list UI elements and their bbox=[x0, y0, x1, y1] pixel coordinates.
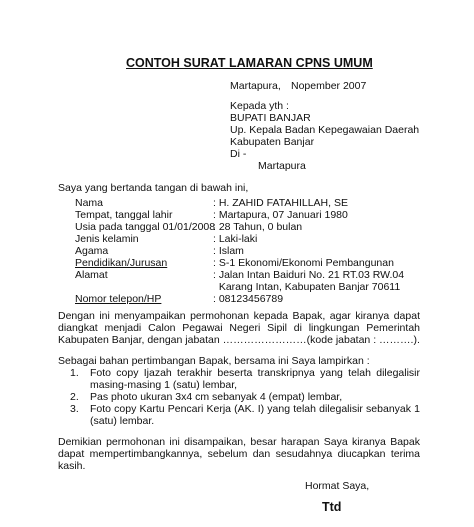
list-item-number: 2. bbox=[70, 391, 79, 403]
field-label: Nomor telepon/HP bbox=[75, 293, 162, 305]
list-item: Foto copy Ijazah terakhir beserta transkripnya yang telah dilegalisir bbox=[90, 367, 420, 379]
field-label: Alamat bbox=[75, 269, 108, 281]
field-value: : S-1 Ekonomi/Ekonomi Pembangunan bbox=[213, 257, 394, 269]
paragraph-line: Kabupaten Banjar, dengan jabatan ……………………(kode jabatan : ……….). bbox=[58, 334, 420, 346]
field-label: Jenis kelamin bbox=[75, 233, 139, 245]
field-label: Tempat, tanggal lahir bbox=[75, 209, 173, 221]
list-item: (satu) lembar. bbox=[90, 415, 155, 427]
regards-text: Hormat Saya, bbox=[305, 480, 370, 492]
list-item-number: 1. bbox=[70, 367, 79, 379]
addressee-line1: Up. Kepala Badan Kepegawaian Daerah bbox=[230, 124, 420, 136]
intro-text: Saya yang bertanda tangan di bawah ini, bbox=[58, 182, 249, 194]
paragraph-line: Dengan ini menyampaikan permohonan kepada Bapak, agar kiranya dapat bbox=[58, 310, 420, 322]
date: Nopember 2007 bbox=[291, 80, 367, 92]
field-label: Pendidikan/Jurusan bbox=[75, 257, 168, 269]
addressee-name: BUPATI BANJAR bbox=[230, 112, 311, 124]
list-item: Foto copy Kartu Pencari Kerja (AK. I) yang telah dilegalisir sebanyak 1 bbox=[90, 403, 420, 415]
field-value: : Islam bbox=[213, 245, 244, 257]
letter-title: CONTOH SURAT LAMARAN CPNS UMUM bbox=[126, 56, 373, 70]
place: Martapura, bbox=[230, 80, 281, 92]
field-value: : Martapura, 07 Januari 1980 bbox=[213, 209, 348, 221]
paragraph-line: dapat mempertimbangkannya, sebelum dan sesudahnya diucapkan terima bbox=[58, 448, 420, 460]
list-item: Pas photo ukuran 3x4 cm sebanyak 4 (empat) lembar, bbox=[90, 391, 343, 403]
addressee-city: Martapura bbox=[258, 160, 306, 172]
paragraph-line: kasih. bbox=[58, 460, 86, 472]
field-label: Usia pada tanggal 01/01/2008 bbox=[75, 221, 216, 233]
field-value: : Jalan Intan Baiduri No. 21 RT.03 RW.04 bbox=[213, 269, 405, 281]
addressee-di: Di - bbox=[230, 148, 247, 160]
field-label: Agama bbox=[75, 245, 109, 257]
attachments-intro: Sebagai bahan pertimbangan Bapak, bersama ini Saya lampirkan : bbox=[58, 355, 370, 367]
field-value-continued: Karang Intan, Kabupaten Banjar 70611 bbox=[213, 281, 401, 293]
addressee-greeting: Kepada yth : bbox=[230, 100, 289, 112]
list-item-number: 3. bbox=[70, 403, 79, 415]
paragraph-line: Demikian permohonan ini disampaikan, besar harapan Saya kiranya Bapak bbox=[58, 436, 420, 448]
signature-ttd: Ttd bbox=[322, 500, 342, 514]
addressee-line2: Kabupaten Banjar bbox=[230, 136, 315, 148]
field-value: : H. ZAHID FATAHILLAH, SE bbox=[213, 197, 348, 209]
list-item: masing-masing 1 (satu) lembar, bbox=[90, 379, 238, 391]
field-value: : 28 Tahun, 0 bulan bbox=[213, 221, 303, 233]
field-label: Nama bbox=[75, 197, 104, 209]
field-value: : 08123456789 bbox=[213, 293, 284, 305]
paragraph-line: diangkat menjadi Calon Pegawai Negeri Sipil di lingkungan Pemerintah bbox=[58, 322, 420, 334]
field-value: : Laki-laki bbox=[213, 233, 258, 245]
